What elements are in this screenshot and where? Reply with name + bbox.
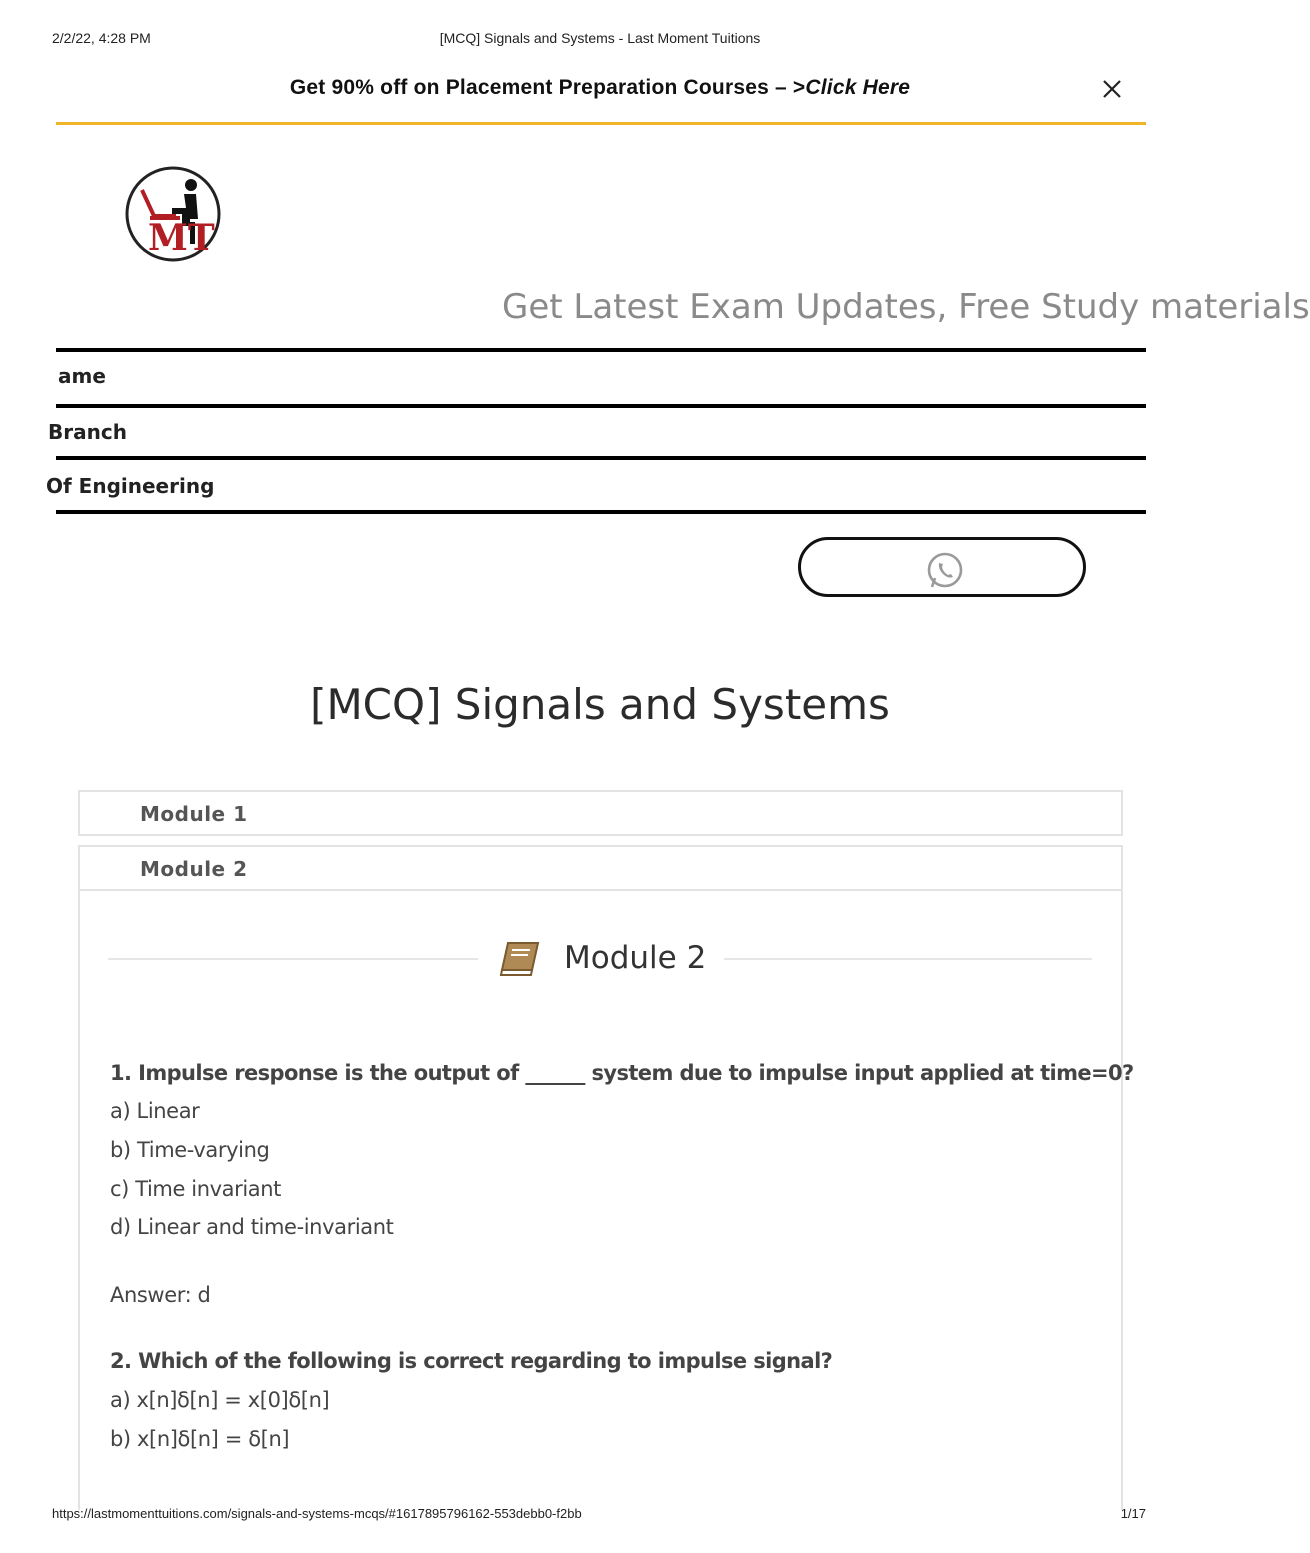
heading-divider	[724, 958, 1092, 960]
accordion-module-1[interactable]	[78, 790, 1123, 836]
question-text: 2. Which of the following is correct regarding to impulse signal?	[110, 1349, 833, 1373]
answer-text: Answer: d	[110, 1283, 211, 1307]
page-title: [MCQ] Signals and Systems	[310, 680, 890, 729]
book-icon	[498, 940, 542, 978]
whatsapp-button[interactable]	[798, 537, 1086, 597]
option-text: a) x[n]δ[n] = x[0]δ[n]	[110, 1388, 330, 1412]
branch-field[interactable]: Branch	[48, 420, 127, 444]
heading-divider	[108, 958, 478, 960]
question-text: 1. Impulse response is the output of ______ system due to impulse input applied at time=0?	[110, 1061, 1134, 1085]
form-divider	[56, 404, 1146, 408]
accordion-module-2[interactable]	[78, 845, 1123, 891]
name-field[interactable]: ame	[58, 364, 106, 388]
form-divider	[56, 510, 1146, 514]
promo-banner[interactable]	[0, 76, 1200, 100]
accordion-label: Module 1	[140, 802, 248, 826]
promo-divider	[56, 122, 1146, 125]
module-heading: Module 2	[564, 940, 707, 976]
option-text: a) Linear	[110, 1099, 200, 1123]
college-field[interactable]: Of Engineering	[46, 474, 215, 498]
whatsapp-icon	[925, 551, 965, 591]
form-divider	[56, 456, 1146, 460]
close-icon[interactable]	[1099, 76, 1125, 102]
option-text: b) x[n]δ[n] = δ[n]	[110, 1427, 290, 1451]
print-page-number: 1/17	[1120, 1506, 1146, 1521]
form-divider	[56, 348, 1146, 352]
print-page-title: [MCQ] Signals and Systems - Last Moment Tuitions	[439, 30, 761, 46]
print-datetime: 2/2/22, 4:28 PM	[52, 30, 151, 46]
option-text: b) Time-varying	[110, 1138, 270, 1162]
promo-cta-link[interactable]: Click Here	[805, 76, 911, 99]
accordion-label: Module 2	[140, 857, 248, 881]
option-text: d) Linear and time-invariant	[110, 1215, 394, 1239]
logo-text: MT	[148, 217, 215, 259]
subscribe-form	[46, 348, 1146, 516]
print-url: https://lastmomenttuitions.com/signals-and-systems-mcqs/#1617895796162-553debb0-f2bb	[52, 1506, 582, 1521]
site-logo[interactable]	[124, 164, 222, 264]
promo-text: Get 90% off on Placement Preparation Courses – >	[289, 76, 806, 99]
option-text: c) Time invariant	[110, 1177, 282, 1201]
subscribe-heading: Get Latest Exam Updates, Free Study materials	[502, 287, 1310, 327]
